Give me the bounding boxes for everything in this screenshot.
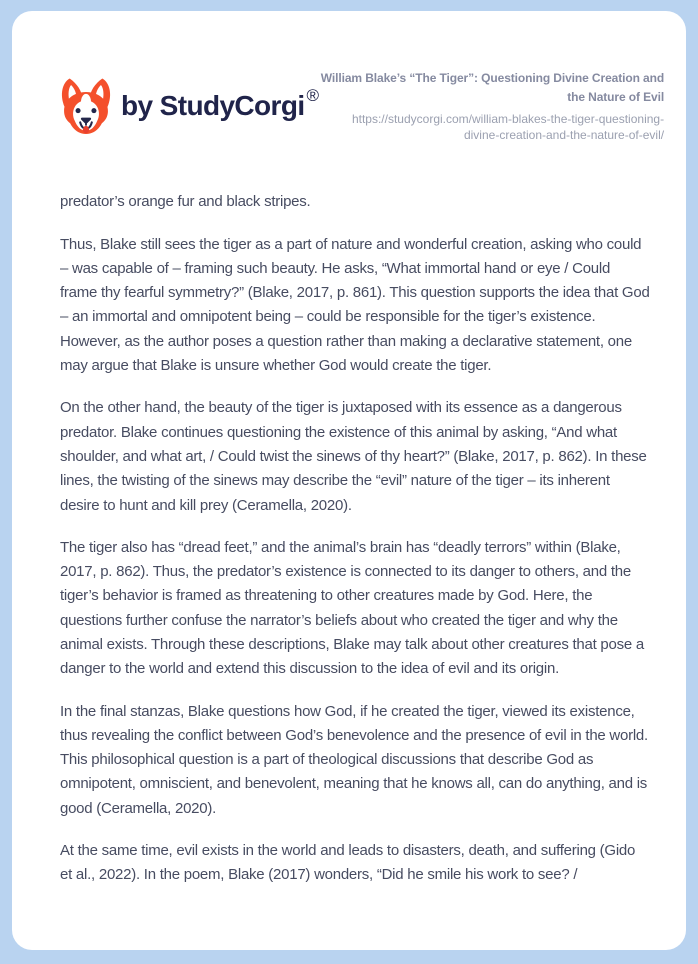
essay-paragraph: On the other hand, the beauty of the tiger is juxtaposed with its essence as a dangerous predator. Blake continues questioning the existence of this animal by asking, “And what shoulder, and what art, / Could twist the sinews of thy heart?” (Blake, 2017, p. 862). In these lines, the twisting of the sinews may describe the “evil” nature of the tiger – its inherent desire to hunt and kill prey (Ceramella, 2020). <box>60 399 647 514</box>
essay-paragraph: predator’s orange fur and black stripes. <box>60 193 311 211</box>
document-url-link[interactable]: https://studycorgi.com/william-blakes-the-tiger-questioning-divine-creation-and-the-nature-of-evil/ <box>351 111 665 143</box>
essay-paragraph: At the same time, evil exists in the world and leads to disasters, death, and suffering (Gido et al., 2022). In the poem, Blake (2017) wonders, “Did he smile his work to see? / <box>60 842 636 884</box>
registered-trademark-icon: ® <box>306 86 320 106</box>
essay-paragraph: Thus, Blake still sees the tiger as a part of nature and wonderful creation, asking who could – was capable of – framing such beauty. He asks, “What immortal hand or eye / Could frame thy fearful symmetry?” (Blake, 2017, p. 861). This question supports the idea that God – an immortal and omnipotent being – could be responsible for the tiger’s existence. However, as the author poses a question rather than making a declarative statement, one may argue that Blake is unsure whether God would create the tiger. <box>60 235 650 375</box>
essay-paragraph: In the final stanzas, Blake questions how God, if he created the tiger, viewed its existence, thus revealing the conflict between God’s benevolence and the presence of evil in the world. This philosophical question is a part of theological discussions that describe God as omnipotent, omniscient, and benevolent, meaning that he knows all, can do anything, and is good (Ceramella, 2020). <box>60 702 648 817</box>
studycorgi-brand <box>58 75 319 137</box>
brand-text: by StudyCorgi <box>121 90 305 122</box>
document-card <box>12 11 686 950</box>
document-title: William Blake’s “The Tiger”: Questioning Divine Creation and the Nature of Evil <box>320 71 665 105</box>
document-meta <box>319 69 664 143</box>
corgi-head-icon <box>58 75 114 137</box>
essay-paragraph: The tiger also has “dread feet,” and the animal’s brain has “deadly terrors” within (Blake, 2017, p. 862). Thus, the predator’s existence is connected to its danger to others, and the tiger’s behavior is framed as threatening to other creatures made by God. Here, the questions further confuse the narrator’s beliefs about who created the tiger and why the animal exists. Through these descriptions, Blake may talk about other creatures that pose a danger to the world and extend this discussion to the idea of evil and its origin. <box>60 538 644 678</box>
document-header <box>12 11 686 143</box>
essay-body <box>12 143 686 887</box>
